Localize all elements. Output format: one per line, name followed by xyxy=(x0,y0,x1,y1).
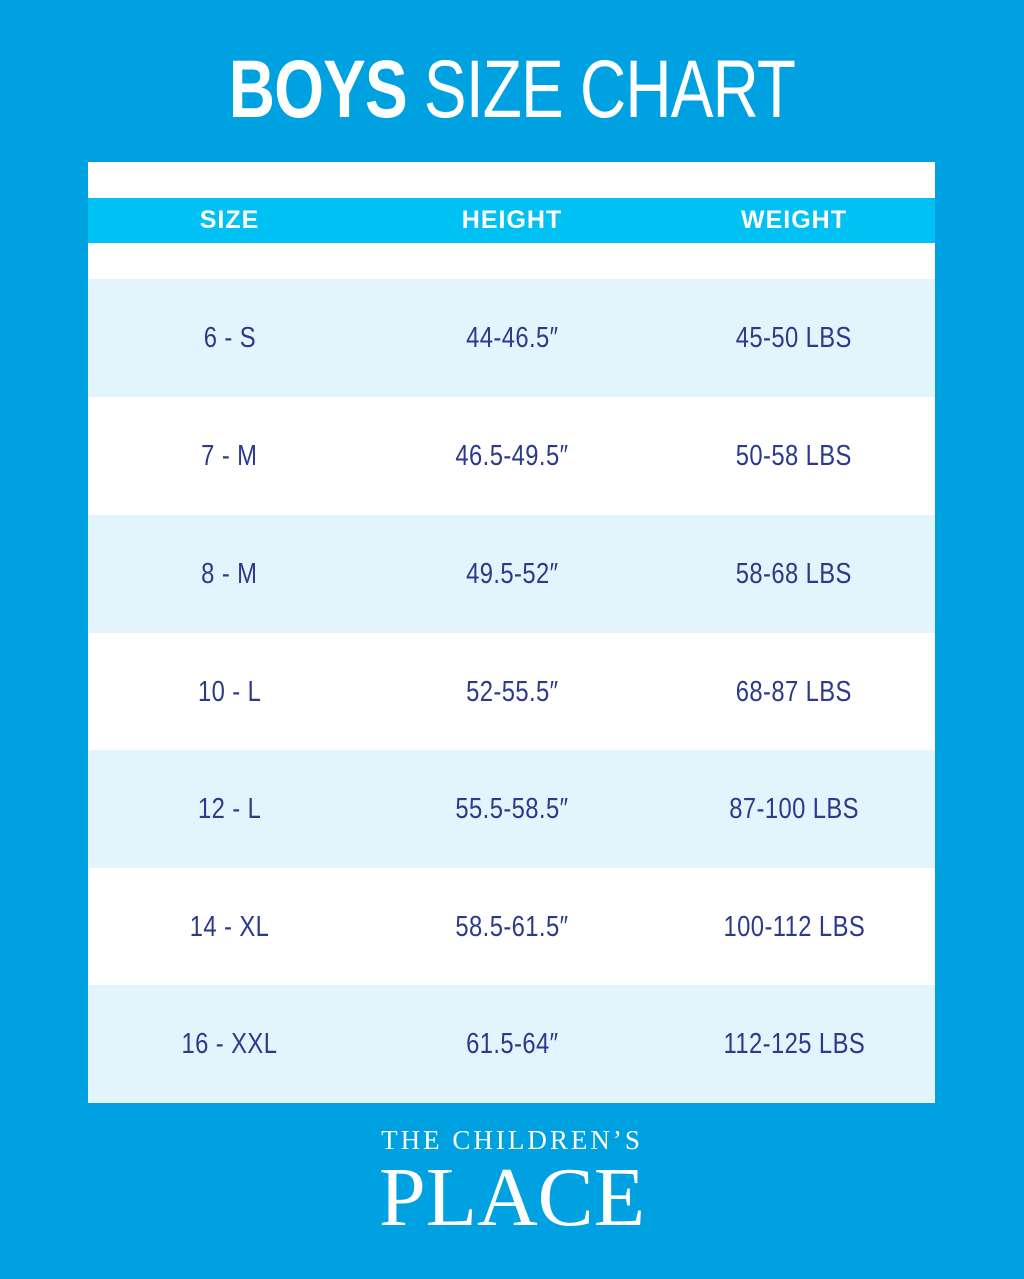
height-cell: 58.5-61.5″ xyxy=(455,911,569,943)
table-row xyxy=(88,633,935,751)
weight-cell: 100-112 LBS xyxy=(723,911,865,943)
table-row xyxy=(88,279,935,397)
size-cell: 12 - L xyxy=(197,793,262,825)
weight-cell: 87-100 LBS xyxy=(729,793,859,825)
weight-cell: 50-58 LBS xyxy=(735,440,853,472)
logo-line-2: PLACE xyxy=(378,1151,646,1244)
table-header xyxy=(88,198,935,243)
table-row xyxy=(88,750,935,868)
title-bold: BOYS xyxy=(228,44,407,135)
page-title xyxy=(113,40,912,140)
height-cell: 52-55.5″ xyxy=(465,676,559,708)
weight-cell: 58-68 LBS xyxy=(735,558,853,590)
height-cell: 46.5-49.5″ xyxy=(455,440,569,472)
logo-line-1: THE CHILDREN’S xyxy=(381,1125,643,1155)
height-cell: 55.5-58.5″ xyxy=(455,793,569,825)
size-chart-table xyxy=(88,162,935,1102)
table-row xyxy=(88,515,935,633)
weight-cell: 68-87 LBS xyxy=(735,676,853,708)
weight-cell: 112-125 LBS xyxy=(723,1028,865,1060)
table-row xyxy=(88,397,935,515)
header-height: HEIGHT xyxy=(461,206,563,234)
brand-logo xyxy=(0,1120,1024,1244)
size-cell: 16 - XXL xyxy=(181,1028,278,1060)
height-cell: 49.5-52″ xyxy=(465,558,559,590)
size-cell: 10 - L xyxy=(197,676,262,708)
table-row xyxy=(88,985,935,1103)
size-cell: 14 - XL xyxy=(189,911,270,943)
table-row xyxy=(88,868,935,986)
header-size: SIZE xyxy=(199,206,260,234)
title-rest: SIZE CHART xyxy=(423,44,796,135)
weight-cell: 45-50 LBS xyxy=(735,322,853,354)
height-cell: 61.5-64″ xyxy=(465,1028,559,1060)
height-cell: 44-46.5″ xyxy=(465,322,559,354)
size-cell: 6 - S xyxy=(203,322,256,354)
size-cell: 7 - M xyxy=(201,440,258,472)
size-cell: 8 - M xyxy=(201,558,258,590)
header-weight: WEIGHT xyxy=(741,206,847,234)
